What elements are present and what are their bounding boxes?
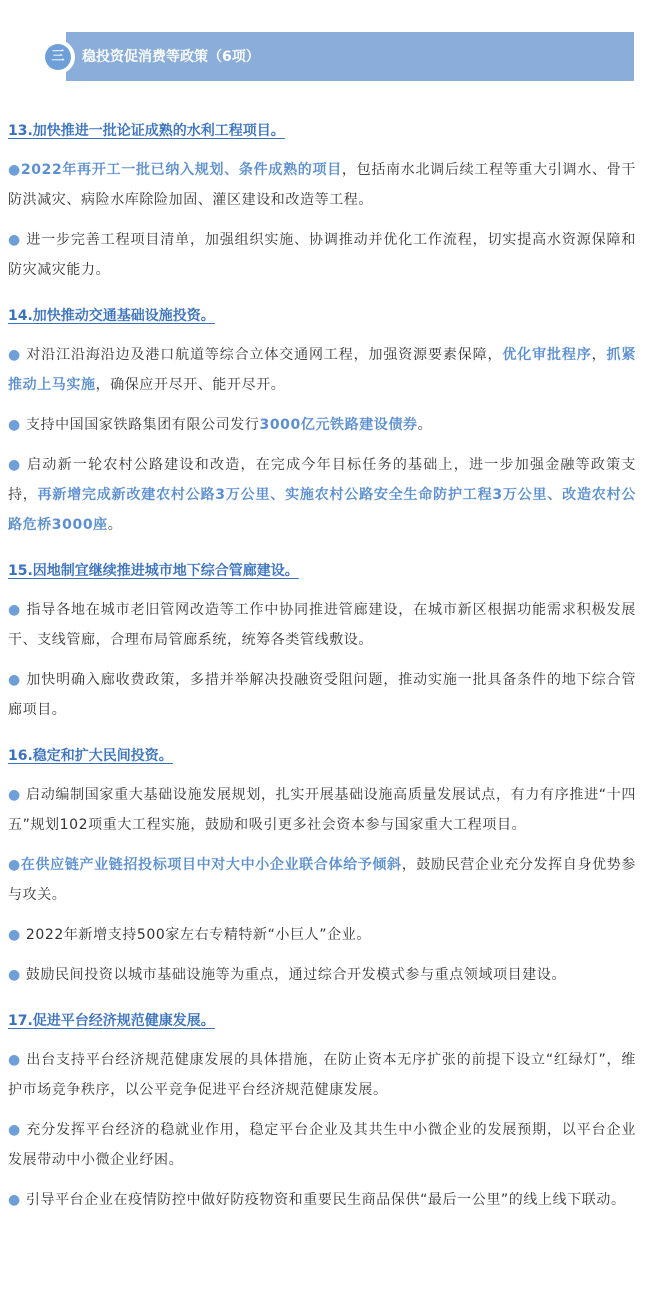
policy-item [8, 225, 636, 285]
highlight-text: 抓紧推动上马实施 [8, 347, 636, 393]
policy-item [8, 410, 636, 440]
item-text: 启动编制国家重大基础设施发展规划，扎实开展基础设施高质量发展试点，有力有序推进“十四五”规划102项重大工程实施，鼓励和吸引更多社会资本参与国家重大工程项目。 [8, 787, 636, 833]
bullet-dot: ● [8, 1122, 22, 1138]
item-text: 。 [417, 417, 433, 433]
item-text: 出台支持平台经济规范健康发展的具体措施，在防止资本无序扩张的前提下设立“红绿灯”，维护市场竞争秩序，以公平竞争促进平台经济规范健康发展。 [8, 1052, 636, 1098]
policy-item [8, 780, 636, 840]
item-text: ， [591, 347, 607, 363]
highlight-text: 3000亿元铁路建设债券 [259, 417, 418, 433]
bullet-dot: ● [8, 787, 21, 803]
bullet-dot: ● [8, 457, 22, 473]
subsection-heading-16: 16.稳定和扩大民间投资。 [8, 748, 173, 764]
section-title: 稳投资促消费等政策（6项） [82, 49, 260, 65]
highlight-text: 优化审批程序 [502, 347, 592, 363]
bullet-dot: ● [8, 162, 21, 178]
item-text: ，确保应开尽开、能开尽开。 [95, 377, 286, 393]
bullet-dot: ● [8, 857, 21, 873]
bullet-dot: ● [8, 927, 21, 943]
highlight-text: 再新增完成新改建农村公路3万公里、实施农村公路安全生命防护工程3万公里、改造农村公路危桥3000座 [8, 487, 636, 533]
item-text: 启动新一轮农村公路建设和改造，在完成今年目标任务的基础上，进一步加强金融等政策支持， [8, 457, 636, 503]
policy-item [8, 1185, 636, 1215]
item-text: 2022年新增支持500家左右专精特新“小巨人”企业。 [20, 927, 371, 943]
policy-item [8, 1115, 636, 1175]
highlight-text: 在供应链产业链招投标项目中对大中小企业联合体给予倾斜 [20, 857, 402, 873]
policy-item [8, 155, 636, 215]
policy-item [8, 920, 636, 950]
policy-item [8, 340, 636, 400]
section-number-badge: 三 [45, 44, 71, 70]
item-text: ，包括南水北调后续工程等重大引调水、骨干防洪减灾、病险水库除险加固、灌区建设和改造等工程。 [8, 162, 636, 208]
bullet-dot: ● [8, 417, 21, 433]
item-text: 指导各地在城市老旧管网改造等工作中协同推进管廊建设，在城市新区根据功能需求积极发展干、支线管廊，合理布局管廊系统，统筹各类管线敷设。 [8, 602, 636, 648]
bullet-dot: ● [8, 1052, 22, 1068]
item-text: 鼓励民间投资以城市基础设施等为重点，通过综合开发模式参与重点领域项目建设。 [20, 967, 567, 983]
subsection-heading-14: 14.加快推动交通基础设施投资。 [8, 308, 215, 324]
item-text: 支持中国国家铁路集团有限公司发行 [20, 417, 260, 433]
policy-item [8, 665, 636, 725]
policy-item [8, 450, 636, 540]
article-body [8, 120, 636, 1215]
bullet-dot: ● [8, 1192, 21, 1208]
policy-item [8, 595, 636, 655]
highlight-text: 2022年再开工一批已纳入规划、条件成熟的项目 [20, 162, 342, 178]
bullet-dot: ● [8, 232, 22, 248]
subsection-heading-13: 13.加快推进一批论证成熟的水利工程项目。 [8, 123, 285, 139]
item-text: 加快明确入廊收费政策，多措并举解决投融资受阻问题，推动实施一批具备条件的地下综合管廊项目。 [8, 672, 636, 718]
bullet-dot: ● [8, 602, 22, 618]
subsection-heading-17: 17.促进平台经济规范健康发展。 [8, 1013, 215, 1029]
item-text: 进一步完善工程项目清单，加强组织实施、协调推动并优化工作流程，切实提高水资源保障和防灾减灾能力。 [8, 232, 636, 278]
policy-item [8, 850, 636, 910]
item-text: 。 [107, 517, 123, 533]
item-text: 对沿江沿海沿边及港口航道等综合立体交通网工程，加强资源要素保障， [21, 347, 503, 363]
policy-item [8, 960, 636, 990]
policy-item [8, 1045, 636, 1105]
item-text: 引导平台企业在疫情防控中做好防疫物资和重要民生商品保供“最后一公里”的线上线下联动。 [20, 1192, 626, 1208]
item-text: 充分发挥平台经济的稳就业作用，稳定平台企业及其共生中小微企业的发展预期，以平台企业发展带动中小微企业纾困。 [8, 1122, 636, 1168]
item-text: ，鼓励民营企业充分发挥自身优势参与攻关。 [8, 857, 636, 903]
subsection-heading-15: 15.因地制宜继续推进城市地下综合管廊建设。 [8, 563, 299, 579]
bullet-dot: ● [8, 347, 22, 363]
bullet-dot: ● [8, 672, 22, 688]
bullet-dot: ● [8, 967, 21, 983]
